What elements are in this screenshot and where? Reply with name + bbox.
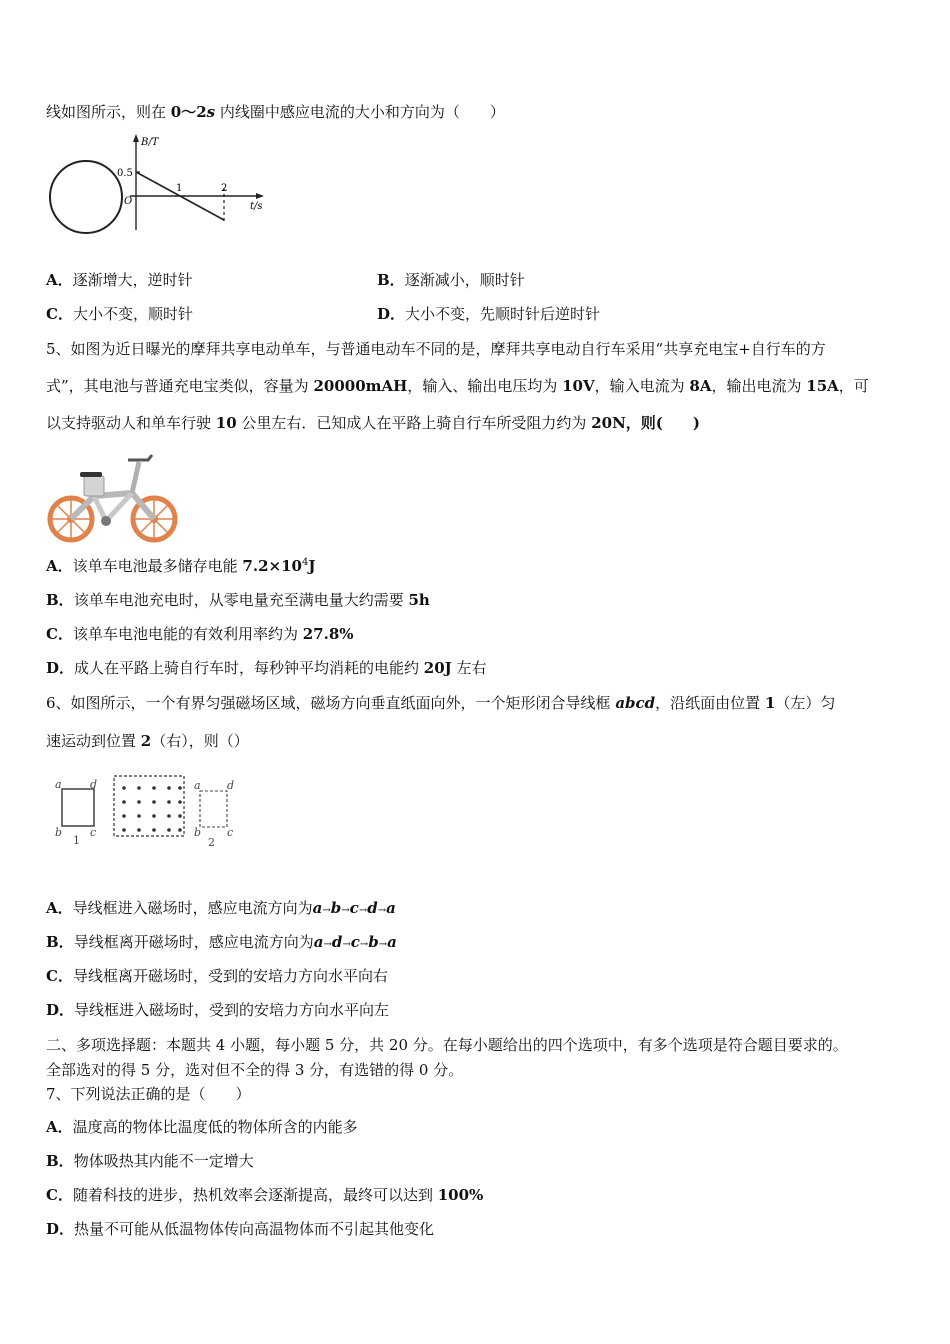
q6-option-a: A．导线框进入磁场时，感应电流方向为a→b→c→d→a bbox=[46, 899, 396, 917]
field-dots bbox=[122, 786, 182, 832]
q6-stem-line2: 速运动到位置 2（右），则（） bbox=[46, 732, 249, 750]
frame1-label-b: b bbox=[55, 826, 63, 839]
q5-bike-figure bbox=[44, 448, 180, 544]
q5-option-b: B．该单车电池充电时，从零电量充至满电量大约需要 5h bbox=[46, 591, 430, 609]
q6-figure bbox=[52, 772, 248, 852]
x-label: t/s bbox=[250, 201, 263, 212]
position-1-label: 1 bbox=[73, 834, 80, 847]
q4-option-b: B．逐渐减小，顺时针 bbox=[377, 271, 525, 289]
q7-option-b: B．物体吸热其内能不一定增大 bbox=[46, 1152, 254, 1170]
x-axis-arrow bbox=[256, 193, 264, 199]
q4-option-d: D．大小不变，先顺时针后逆时针 bbox=[377, 305, 601, 323]
q6-option-d: D．导线框进入磁场时，受到的安培力方向水平向左 bbox=[46, 1001, 390, 1019]
magnetic-field-region bbox=[114, 776, 184, 836]
q5-option-a: A．该单车电池最多储存电能 $7.2\times 10^4J$ bbox=[46, 557, 316, 575]
bike-frame bbox=[71, 455, 154, 526]
q7-option-c: C．随着科技的进步，热机效率会逐渐提高，最终可以达到 100% bbox=[46, 1186, 484, 1204]
coil-circle bbox=[50, 161, 122, 233]
section2-heading-line2: 全部选对的得 5 分，选对但不全的得 3 分，有选错的得 0 分。 bbox=[46, 1061, 464, 1079]
frame2-label-d: d bbox=[227, 779, 235, 792]
q5-option-d: D．成人在平路上骑自行车时，每秒钟平均消耗的电能约 20J 左右 bbox=[46, 659, 487, 677]
frame2-label-a: a bbox=[194, 779, 201, 792]
frame2-label-c: c bbox=[227, 826, 234, 839]
q6-option-c: C．导线框离开磁场时，受到的安培力方向水平向右 bbox=[46, 967, 388, 985]
q4-figure bbox=[44, 130, 274, 240]
q7-stem: 7、下列说法正确的是（ ） bbox=[46, 1085, 251, 1103]
q6-stem-line1: 6、如图所示，一个有界匀强磁场区域，磁场方向垂直纸面向外，一个矩形闭合导线框 abcd，沿纸面由位置 1（左）匀 bbox=[46, 694, 836, 712]
frame1-label-a: a bbox=[55, 778, 62, 791]
q6-option-b: B．导线框离开磁场时，感应电流方向为a→d→c→b→a bbox=[46, 933, 397, 951]
frame2-label-b: b bbox=[194, 826, 202, 839]
q5-option-c: C．该单车电池电能的有效利用率约为 27.8% bbox=[46, 625, 354, 643]
x-tick-1: 1 bbox=[176, 183, 183, 194]
frame1-label-d: d bbox=[90, 778, 98, 791]
q5-stem-line1: 5、如图为近日曝光的摩拜共享电动单车，与普通电动车不同的是，摩拜共享电动自行车采用“共享充电宝+自行车的方 bbox=[46, 340, 826, 358]
x-tick-2: 2 bbox=[221, 183, 228, 194]
origin-label: O bbox=[124, 196, 133, 207]
section2-heading-line1: 二、多项选择题：本题共 4 小题，每小题 5 分，共 20 分。在每小题给出的四个选项中，有多个选项是符合题目要求的。 bbox=[46, 1036, 848, 1054]
frame1-label-c: c bbox=[90, 826, 97, 839]
y-axis-arrow bbox=[133, 134, 139, 142]
q4-stem: 线如图所示，则在 0～2s 内线圈中感应电流的大小和方向为（ ） bbox=[46, 103, 505, 121]
q7-option-d: D．热量不可能从低温物体传向高温物体而不引起其他变化 bbox=[46, 1220, 435, 1238]
position-2-label: 2 bbox=[208, 836, 215, 849]
q4-option-c: C．大小不变，顺时针 bbox=[46, 305, 193, 323]
q5-stem-line3: 以支持驱动人和单车行驶 10 公里左右．已知成人在平路上骑自行车所受阻力约为 20N，则( ) bbox=[46, 414, 700, 432]
y-label: B/T bbox=[141, 137, 159, 148]
frame-position-2 bbox=[200, 791, 227, 827]
q4-option-a: A．逐渐增大，逆时针 bbox=[46, 271, 193, 289]
q7-option-a: A．温度高的物体比温度低的物体所含的内能多 bbox=[46, 1118, 358, 1136]
y-tick-label: 0.5 bbox=[117, 168, 133, 179]
q5-stem-line2: 式”，其电池与普通充电宝类似，容量为 20000mAH，输入、输出电压均为 10V，输入电流为 8A，输出电流为 15A，可 bbox=[46, 377, 869, 395]
frame-position-1 bbox=[62, 789, 94, 826]
